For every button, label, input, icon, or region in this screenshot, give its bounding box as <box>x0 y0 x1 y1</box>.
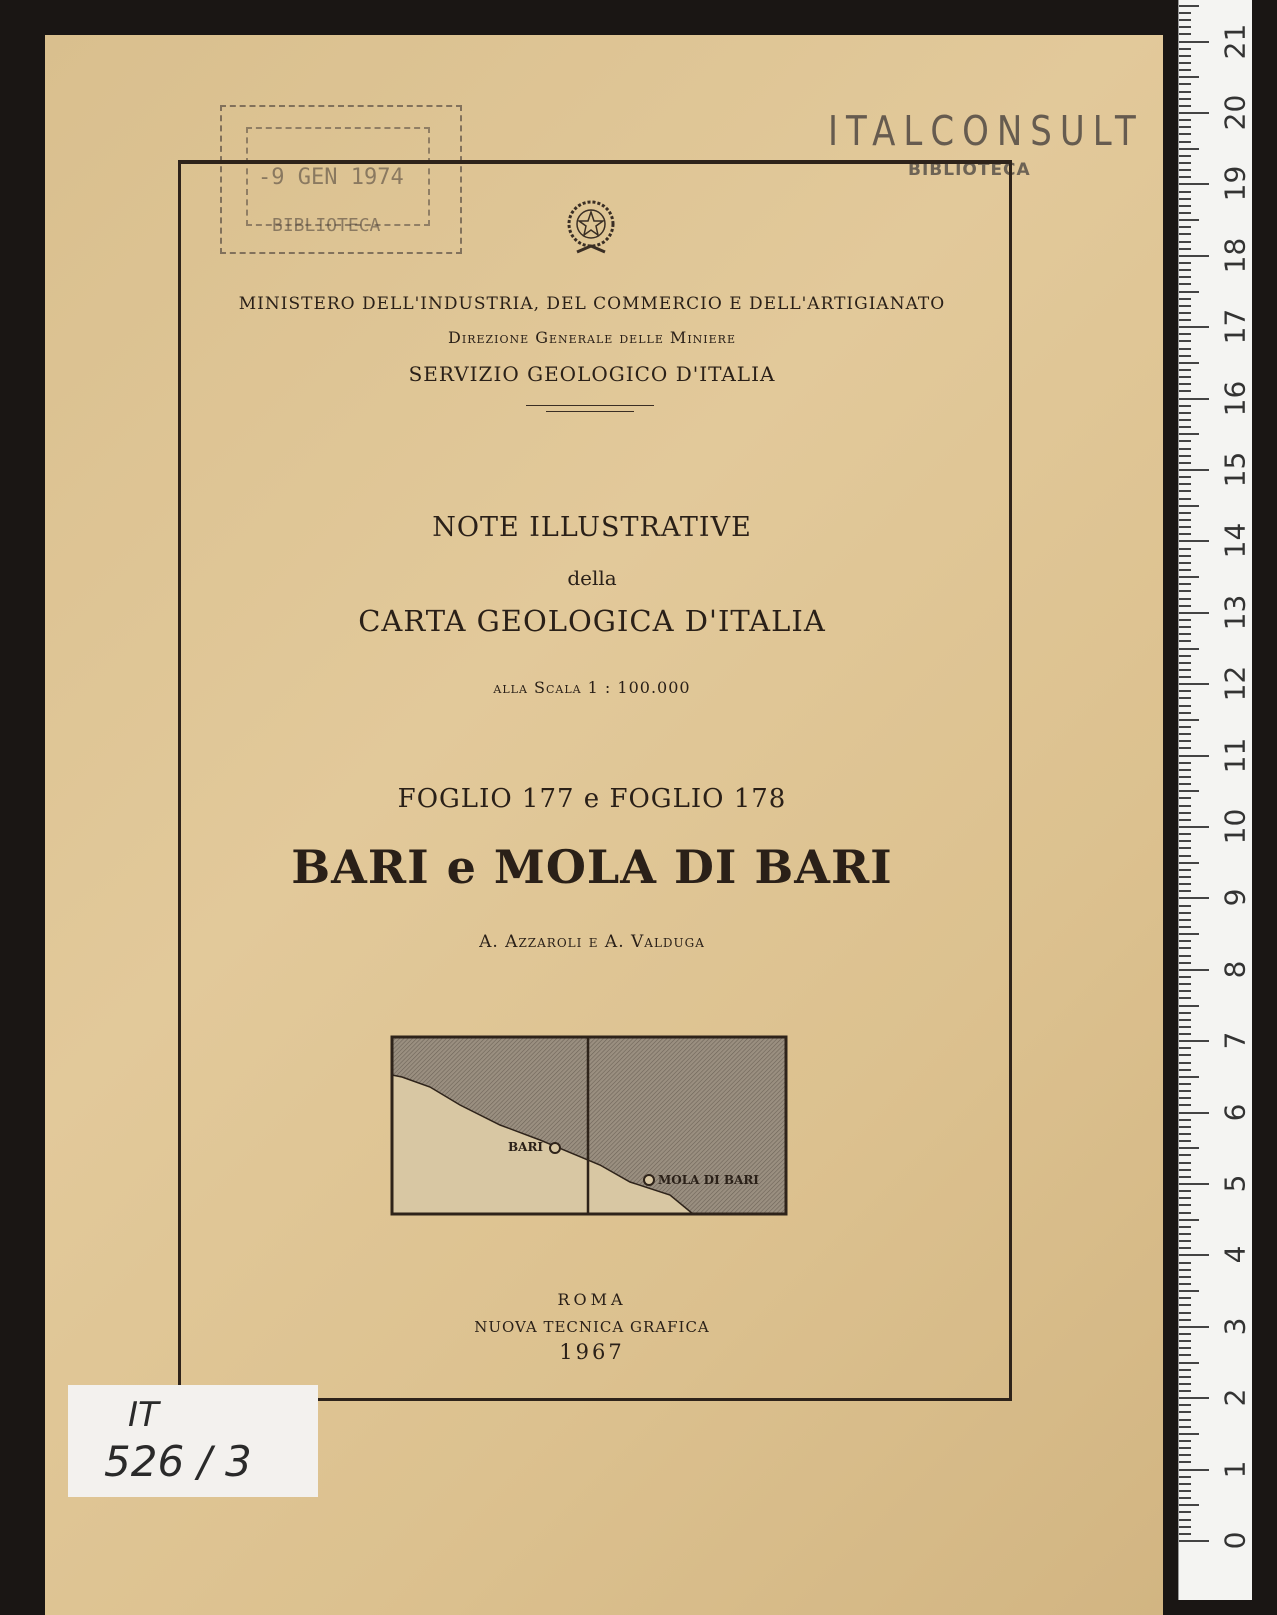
ruler-tick <box>1179 1112 1209 1114</box>
bari-marker-icon <box>550 1143 560 1153</box>
ruler-tick <box>1179 519 1191 521</box>
ruler-tick <box>1179 33 1191 35</box>
catalog-label-line1: IT <box>128 1395 159 1435</box>
ruler-tick <box>1179 1005 1199 1007</box>
ruler-tick <box>1179 298 1191 300</box>
ruler-tick <box>1179 1483 1191 1485</box>
ruler-tick <box>1179 983 1191 985</box>
ruler-tick <box>1179 1404 1191 1406</box>
main-title: BARI e MOLA DI BARI <box>291 840 893 894</box>
ruler-tick <box>1179 812 1191 814</box>
ruler-tick <box>1179 62 1191 64</box>
ruler-tick <box>1179 362 1199 364</box>
ruler-tick <box>1179 905 1191 907</box>
catalog-label <box>68 1385 318 1497</box>
ruler-tick <box>1179 676 1191 678</box>
ruler-number: 20 <box>1218 94 1252 131</box>
ruler-number: 16 <box>1218 380 1252 416</box>
ruler-tick <box>1179 1104 1191 1106</box>
ruler-tick <box>1179 1262 1191 1264</box>
ruler-tick <box>1179 533 1191 535</box>
ruler-tick <box>1179 733 1191 735</box>
ruler-tick <box>1179 133 1191 135</box>
ruler-tick <box>1179 405 1191 407</box>
ruler-tick <box>1179 1469 1209 1471</box>
ruler-tick <box>1179 869 1191 871</box>
ruler-tick <box>1179 198 1191 200</box>
publication-year: 1967 <box>559 1340 625 1364</box>
ruler-tick <box>1179 933 1199 935</box>
ruler-tick <box>1179 1283 1191 1285</box>
ruler-tick <box>1179 1540 1209 1542</box>
ruler-tick <box>1179 41 1209 43</box>
ruler-tick <box>1179 1312 1191 1314</box>
ruler-tick <box>1179 605 1191 607</box>
ruler-tick <box>1179 1183 1209 1185</box>
ruler-tick <box>1179 640 1191 642</box>
ruler-tick <box>1179 433 1199 435</box>
catalog-label-line2: 526 / 3 <box>104 1437 252 1486</box>
ruler-tick <box>1179 805 1191 807</box>
ruler-tick <box>1179 348 1191 350</box>
ruler-tick <box>1179 1526 1191 1528</box>
date-stamp-text: -9 GEN 1974 <box>258 165 404 190</box>
ruler-tick <box>1179 262 1191 264</box>
ruler-tick <box>1179 669 1191 671</box>
ruler-tick <box>1179 1533 1191 1535</box>
ruler-tick <box>1179 648 1199 650</box>
ruler-tick <box>1179 890 1191 892</box>
ministry-name: MINISTERO DELL'INDUSTRIA, DEL COMMERCIO E DELL'ARTIGIANATO <box>238 294 946 314</box>
ruler-tick <box>1179 855 1191 857</box>
ruler-tick <box>1179 1419 1191 1421</box>
ruler-tick <box>1179 512 1191 514</box>
library-stamp: ITALCONSULT <box>828 108 1144 156</box>
title-line1: NOTE ILLUSTRATIVE <box>432 512 752 543</box>
ruler-tick <box>1179 462 1191 464</box>
ruler-tick <box>1179 83 1191 85</box>
ruler-tick <box>1179 1169 1191 1171</box>
ruler-tick <box>1179 569 1191 571</box>
ruler-number: 17 <box>1218 308 1252 345</box>
ruler-tick <box>1179 912 1191 914</box>
ruler-tick <box>1179 719 1199 721</box>
ruler-tick <box>1179 141 1191 143</box>
ruler-tick <box>1179 997 1191 999</box>
ruler-tick <box>1179 383 1191 385</box>
ruler-tick <box>1179 1490 1191 1492</box>
ruler-tick <box>1179 990 1191 992</box>
ruler-tick <box>1179 1140 1191 1142</box>
ruler-tick <box>1179 1240 1191 1242</box>
ruler-tick <box>1179 426 1191 428</box>
ruler-tick <box>1179 1411 1191 1413</box>
ruler-tick <box>1179 276 1191 278</box>
ruler-number: 2 <box>1218 1388 1252 1407</box>
ruler-number: 10 <box>1218 808 1252 845</box>
ruler-tick <box>1179 162 1191 164</box>
ruler-tick <box>1179 305 1191 307</box>
title-line3: CARTA GEOLOGICA D'ITALIA <box>358 604 826 638</box>
ruler-tick <box>1179 662 1191 664</box>
ruler-number: 7 <box>1218 1031 1252 1050</box>
ruler-tick <box>1179 1440 1191 1442</box>
ruler-tick <box>1179 55 1191 57</box>
publisher-name: NUOVA TECNICA GRAFICA <box>474 1318 710 1336</box>
service-name: SERVIZIO GEOLOGICO D'ITALIA <box>408 362 776 386</box>
ruler-tick <box>1179 1233 1191 1235</box>
ruler-tick <box>1179 540 1209 542</box>
ruler-tick <box>1179 112 1209 114</box>
ruler-tick <box>1179 947 1191 949</box>
ruler-number: 11 <box>1218 737 1252 773</box>
ruler-number: 19 <box>1218 166 1252 202</box>
ruler-tick <box>1179 1226 1191 1228</box>
ruler-tick <box>1179 1347 1191 1349</box>
ruler-tick <box>1179 69 1191 71</box>
ruler-tick <box>1179 726 1191 728</box>
ruler-tick <box>1179 1376 1191 1378</box>
ruler-tick <box>1179 619 1191 621</box>
ruler-tick <box>1179 48 1191 50</box>
ruler-tick <box>1179 1447 1191 1449</box>
ruler-tick <box>1179 797 1191 799</box>
ruler-tick <box>1179 498 1191 500</box>
ruler-tick <box>1179 1083 1191 1085</box>
ruler-tick <box>1179 269 1191 271</box>
ruler-tick <box>1179 555 1191 557</box>
italian-republic-emblem-icon <box>563 196 619 260</box>
ruler-tick <box>1179 255 1209 257</box>
ruler-tick <box>1179 940 1191 942</box>
ruler-tick <box>1179 390 1191 392</box>
ruler-tick <box>1179 376 1191 378</box>
ruler-tick <box>1179 1333 1191 1335</box>
ruler-tick <box>1179 683 1209 685</box>
ruler-tick <box>1179 219 1199 221</box>
ruler-tick <box>1179 1212 1191 1214</box>
ruler-number: 4 <box>1218 1245 1252 1264</box>
ruler-number: 18 <box>1218 237 1252 274</box>
ruler-tick <box>1179 697 1191 699</box>
ruler-tick <box>1179 155 1191 157</box>
ruler-tick <box>1179 448 1191 450</box>
ruler-tick <box>1179 1040 1209 1042</box>
ruler-tick <box>1179 633 1191 635</box>
ruler-tick <box>1179 548 1191 550</box>
ruler-tick <box>1179 1433 1199 1435</box>
ruler-tick <box>1179 226 1191 228</box>
ruler-tick <box>1179 790 1199 792</box>
ruler-tick <box>1179 1397 1209 1399</box>
ruler-number: 9 <box>1218 888 1252 907</box>
ruler-tick <box>1179 1369 1191 1371</box>
ruler-tick <box>1179 1133 1191 1135</box>
ruler-tick <box>1179 1319 1191 1321</box>
ruler-tick <box>1179 1390 1191 1392</box>
ruler-tick <box>1179 883 1191 885</box>
ruler-tick <box>1179 1297 1191 1299</box>
ruler-tick <box>1179 340 1191 342</box>
ruler-tick <box>1179 762 1191 764</box>
ruler-tick <box>1179 398 1209 400</box>
ruler-tick <box>1179 312 1191 314</box>
ruler-tick <box>1179 1461 1191 1463</box>
ruler-tick <box>1179 169 1191 171</box>
ruler-tick <box>1179 183 1209 185</box>
ruler-tick <box>1179 1219 1199 1221</box>
ruler-tick <box>1179 126 1191 128</box>
ruler-tick <box>1179 919 1191 921</box>
ruler-tick <box>1179 1154 1191 1156</box>
location-map <box>390 1035 788 1216</box>
ruler-tick <box>1179 1012 1191 1014</box>
ruler-tick <box>1179 1076 1199 1078</box>
ruler-tick <box>1179 655 1191 657</box>
ruler-tick <box>1179 1290 1199 1292</box>
ruler-tick <box>1179 326 1209 328</box>
ruler-tick <box>1179 505 1199 507</box>
ruler-tick <box>1179 862 1199 864</box>
ruler-number: 15 <box>1218 451 1252 488</box>
ruler-number: 12 <box>1218 665 1252 702</box>
ruler-tick <box>1179 705 1191 707</box>
ruler-tick <box>1179 105 1191 107</box>
mola-marker-icon <box>644 1175 654 1185</box>
ruler-tick <box>1179 333 1191 335</box>
ruler-tick <box>1179 1019 1191 1021</box>
ruler-tick <box>1179 490 1191 492</box>
map-label-mola: MOLA DI BARI <box>658 1173 759 1187</box>
ruler-tick <box>1179 1190 1191 1192</box>
ruler-tick <box>1179 1162 1191 1164</box>
map-label-bari: BARI <box>508 1140 544 1154</box>
ruler-tick <box>1179 712 1191 714</box>
ruler-tick <box>1179 955 1191 957</box>
scale: alla Scala 1 : 100.000 <box>493 678 691 697</box>
ruler-tick <box>1179 926 1191 928</box>
date-stamp-footer: BIBLIOTECA <box>272 215 381 236</box>
ruler-tick <box>1179 12 1191 14</box>
ruler-tick <box>1179 962 1191 964</box>
library-stamp-sub: BIBLIOTECA <box>908 160 1031 180</box>
ruler-tick <box>1179 1383 1191 1385</box>
ruler-number: 13 <box>1218 594 1252 631</box>
ruler-tick <box>1179 783 1191 785</box>
ruler-tick <box>1179 98 1191 100</box>
ruler-tick <box>1179 1062 1191 1064</box>
ruler-tick <box>1179 212 1191 214</box>
divider <box>546 411 634 412</box>
ruler-tick <box>1179 476 1191 478</box>
ruler-tick <box>1179 205 1191 207</box>
ruler-tick <box>1179 1362 1199 1364</box>
ruler-tick <box>1179 590 1191 592</box>
ruler-tick <box>1179 583 1191 585</box>
ruler-tick <box>1179 1090 1191 1092</box>
ruler-tick <box>1179 469 1209 471</box>
ruler-tick <box>1179 483 1191 485</box>
measuring-ruler <box>1178 0 1252 1600</box>
ruler-tick <box>1179 369 1191 371</box>
ruler-tick <box>1179 826 1209 828</box>
ruler-tick <box>1179 576 1199 578</box>
ruler-tick <box>1179 1426 1191 1428</box>
ruler-tick <box>1179 148 1199 150</box>
ruler-tick <box>1179 1454 1191 1456</box>
ruler-tick <box>1179 1197 1191 1199</box>
ruler-tick <box>1179 897 1209 899</box>
ruler-number: 21 <box>1218 23 1252 59</box>
ruler-tick <box>1179 283 1191 285</box>
ruler-tick <box>1179 76 1199 78</box>
ruler-number: 14 <box>1218 523 1252 559</box>
sheet-numbers: FOGLIO 177 e FOGLIO 178 <box>397 784 787 814</box>
ruler-tick <box>1179 876 1191 878</box>
ruler-tick <box>1179 1497 1191 1499</box>
ruler-tick <box>1179 690 1191 692</box>
ruler-tick <box>1179 833 1191 835</box>
ruler-tick <box>1179 1504 1199 1506</box>
ruler-number: 3 <box>1218 1317 1252 1336</box>
ruler-tick <box>1179 455 1191 457</box>
ruler-tick <box>1179 1247 1191 1249</box>
ruler-tick <box>1179 1054 1191 1056</box>
ruler-tick <box>1179 598 1191 600</box>
ruler-tick <box>1179 1354 1191 1356</box>
ruler-tick <box>1179 291 1199 293</box>
ruler-tick <box>1179 1176 1191 1178</box>
ruler-tick <box>1179 1511 1191 1513</box>
divider <box>526 405 654 406</box>
ruler-tick <box>1179 1147 1199 1149</box>
ruler-tick <box>1179 1126 1191 1128</box>
ruler-tick <box>1179 840 1191 842</box>
ruler-number: 5 <box>1218 1174 1252 1193</box>
ruler-tick <box>1179 248 1191 250</box>
ruler-tick <box>1179 1519 1191 1521</box>
authors: A. Azzaroli e A. Valduga <box>479 932 705 952</box>
ruler-tick <box>1179 319 1191 321</box>
ruler-tick <box>1179 969 1209 971</box>
ruler-number: 1 <box>1218 1460 1252 1479</box>
ruler-tick <box>1179 612 1209 614</box>
ruler-number: 0 <box>1218 1531 1252 1550</box>
ruler-tick <box>1179 1204 1191 1206</box>
ruler-tick <box>1179 1026 1191 1028</box>
ruler-tick <box>1179 19 1191 21</box>
ruler-tick <box>1179 176 1191 178</box>
ruler-tick <box>1179 1097 1191 1099</box>
ruler-tick <box>1179 1340 1191 1342</box>
ruler-tick <box>1179 1304 1191 1306</box>
ruler-tick <box>1179 355 1191 357</box>
ruler-tick <box>1179 1119 1191 1121</box>
ruler-tick <box>1179 819 1191 821</box>
ruler-tick <box>1179 233 1191 235</box>
ruler-tick <box>1179 976 1191 978</box>
ruler-tick <box>1179 526 1191 528</box>
ruler-number: 8 <box>1218 960 1252 979</box>
ruler-tick <box>1179 755 1209 757</box>
ruler-tick <box>1179 847 1191 849</box>
ruler-tick <box>1179 626 1191 628</box>
ruler-tick <box>1179 1276 1191 1278</box>
ruler-tick <box>1179 91 1191 93</box>
ruler-tick <box>1179 119 1191 121</box>
ruler-tick <box>1179 419 1191 421</box>
ruler-tick <box>1179 769 1191 771</box>
publisher-city: ROMA <box>557 1290 627 1309</box>
ruler-tick <box>1179 1326 1209 1328</box>
ruler-tick <box>1179 1069 1191 1071</box>
ruler-tick <box>1179 1033 1191 1035</box>
ruler-tick <box>1179 776 1191 778</box>
title-line2: della <box>567 566 617 590</box>
ruler-tick <box>1179 440 1191 442</box>
ruler-tick <box>1179 412 1191 414</box>
ruler-tick <box>1179 562 1191 564</box>
ruler-tick <box>1179 241 1191 243</box>
ruler-tick <box>1179 1254 1209 1256</box>
direction-name: Direzione Generale delle Miniere <box>448 328 736 347</box>
ruler-tick <box>1179 191 1191 193</box>
ruler-tick <box>1179 1476 1191 1478</box>
ruler-tick <box>1179 1047 1191 1049</box>
ruler-tick <box>1179 5 1199 7</box>
ruler-tick <box>1179 1269 1191 1271</box>
ruler-number: 6 <box>1218 1103 1252 1122</box>
ruler-tick <box>1179 747 1191 749</box>
ruler-tick <box>1179 740 1191 742</box>
ruler-tick <box>1179 26 1191 28</box>
